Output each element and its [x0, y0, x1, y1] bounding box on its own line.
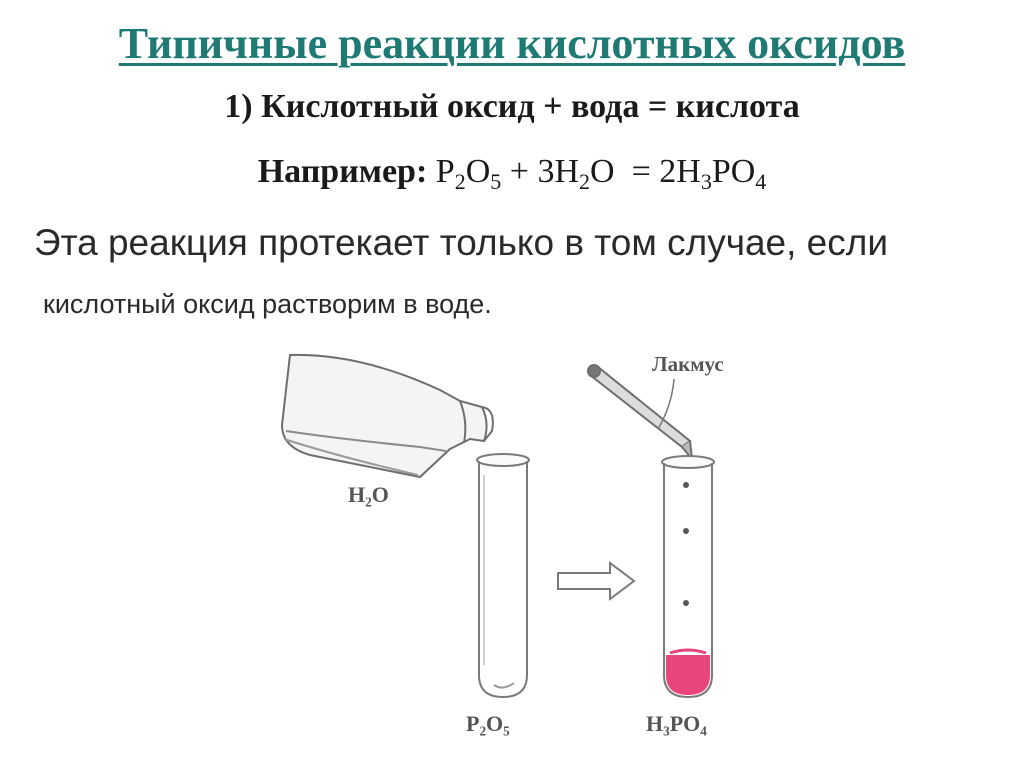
eq-sub: 5 — [490, 169, 502, 194]
oxide-label: P₂O₅ — [466, 711, 510, 736]
eq-sub: 2 — [579, 169, 591, 194]
test-tube-oxide — [477, 454, 529, 697]
reaction-rule: 1) Кислотный оксид + вода = кислота — [224, 88, 800, 125]
eq-part: O — [465, 153, 491, 190]
eq-part: P — [435, 153, 455, 190]
litmus-dropper — [588, 365, 692, 459]
example-label: Например: — [257, 153, 428, 190]
eq-sub: 2 — [454, 169, 466, 194]
acid-label: H₃PO₄ — [646, 711, 707, 736]
water-bottle — [282, 355, 493, 477]
test-tube-acid — [662, 456, 714, 697]
eq-sub: 4 — [755, 169, 767, 194]
condition-text-line-2: кислотный оксид растворим в воде. — [43, 289, 492, 319]
reaction-arrow — [558, 563, 634, 599]
condition-text-line-1: Эта реакция протекает только в том случае, если — [34, 222, 889, 263]
experiment-illustration — [270, 335, 770, 765]
litmus-drop — [683, 528, 689, 534]
eq-sub: 3 — [700, 169, 712, 194]
slide-title: Типичные реакции кислотных оксидов — [118, 19, 906, 68]
eq-part: O = 2H — [590, 153, 701, 190]
eq-part: + 3H — [501, 153, 580, 190]
eq-part: PO — [711, 153, 756, 190]
example-equation — [0, 153, 1024, 194]
litmus-label: Лакмус — [652, 352, 724, 376]
acid-liquid — [666, 655, 710, 695]
water-label: H₂O — [348, 482, 389, 507]
litmus-drop — [683, 482, 689, 488]
litmus-drop — [683, 600, 689, 606]
